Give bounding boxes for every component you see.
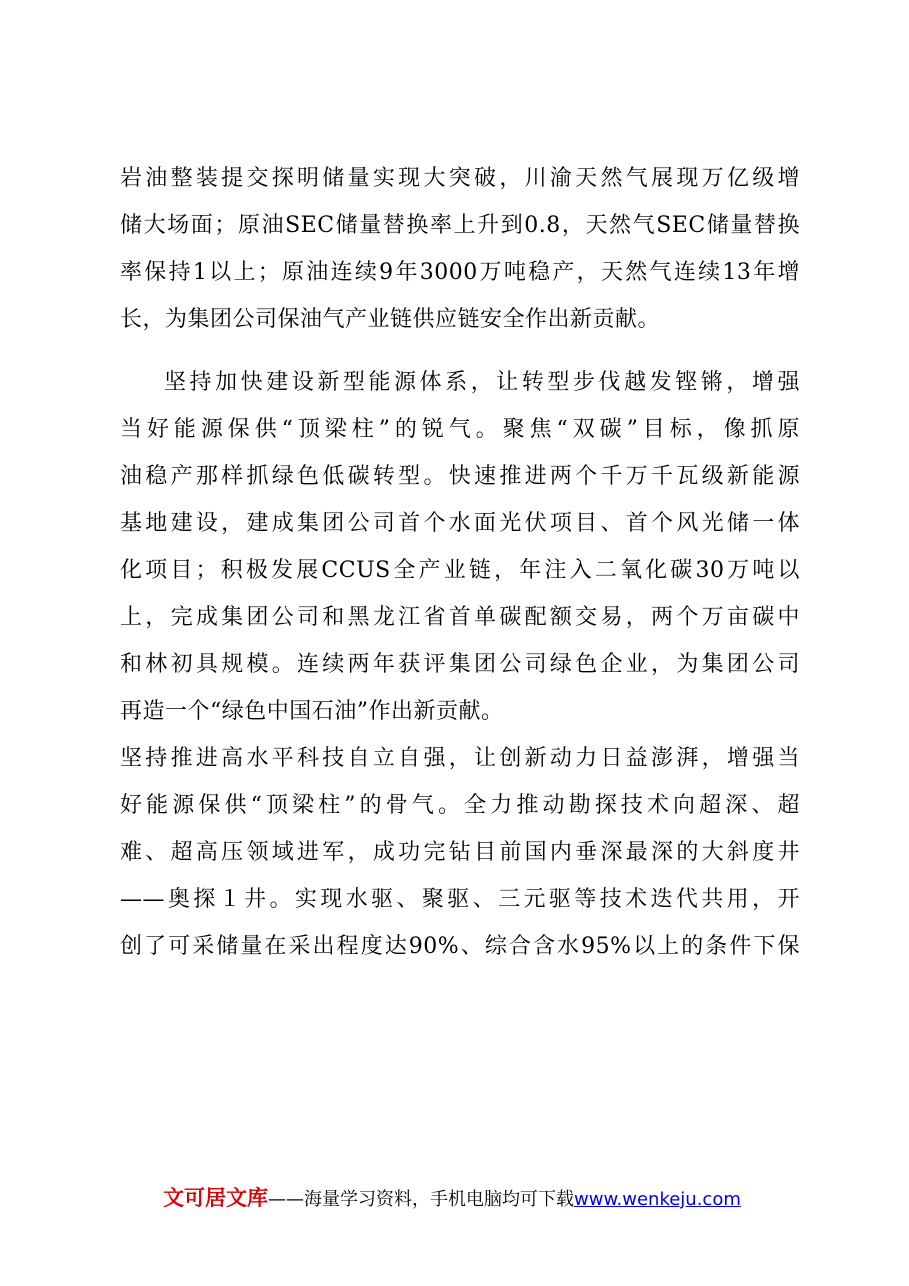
text-line-14: 好能源保供“顶梁柱”的骨气。全力推动勘探技术向超深、超 [120,793,800,818]
footer-tagline: ——海量学习资料，手机电脑均可下载 [268,1189,574,1210]
text-line-10: 上，完成集团公司和黑龙江省首单碳配额交易，两个万亩碳中 [120,605,800,630]
text-line-7: 油稳产那样抓绿色低碳转型。快速推进两个千万千瓦级新能源 [120,464,800,489]
footer-banner [163,1183,741,1213]
text-line-13: 坚持推进高水平科技自立自强，让创新动力日益澎湃，增强当 [120,746,800,771]
text-line-8: 基地建设，建成集团公司首个水面光伏项目、首个风光储一体 [120,511,800,536]
text-line-11: 和林初具规模。连续两年获评集团公司绿色企业，为集团公司 [120,652,800,677]
text-line-9: 化项目；积极发展CCUS全产业链，年注入二氧化碳30万吨以 [120,558,800,583]
text-line-15: 难、超高压领域进军，成功完钻目前国内垂深最深的大斜度井 [120,840,800,865]
text-line-3: 率保持1以上；原油连续9年3000万吨稳产，天然气连续13年增 [120,260,800,285]
footer-brand: 文可居文库 [163,1186,268,1210]
text-line-1: 岩油整装提交探明储量实现大突破，川渝天然气展现万亿级增 [120,166,800,191]
text-line-2: 储大场面；原油SEC储量替换率上升到0.8，天然气SEC储量替换 [120,213,800,238]
text-line-4: 长，为集团公司保油气产业链供应链安全作出新贡献。 [120,307,661,332]
text-line-16: ——奥探１井。实现水驱、聚驱、三元驱等技术迭代共用，开 [120,887,800,912]
text-line-5: 坚持加快建设新型能源体系，让转型步伐越发铿锵，增强 [164,370,800,395]
text-line-12: 再造一个“绿色中国石油”作出新贡献。 [120,699,504,724]
text-line-6: 当好能源保供“顶梁柱”的锐气。聚焦“双碳”目标，像抓原 [120,417,800,442]
text-line-17: 创了可采储量在采出程度达90%、综合含水95%以上的条件下保 [120,934,800,959]
footer-url-link[interactable]: www.wenkeju.com [574,1189,741,1210]
